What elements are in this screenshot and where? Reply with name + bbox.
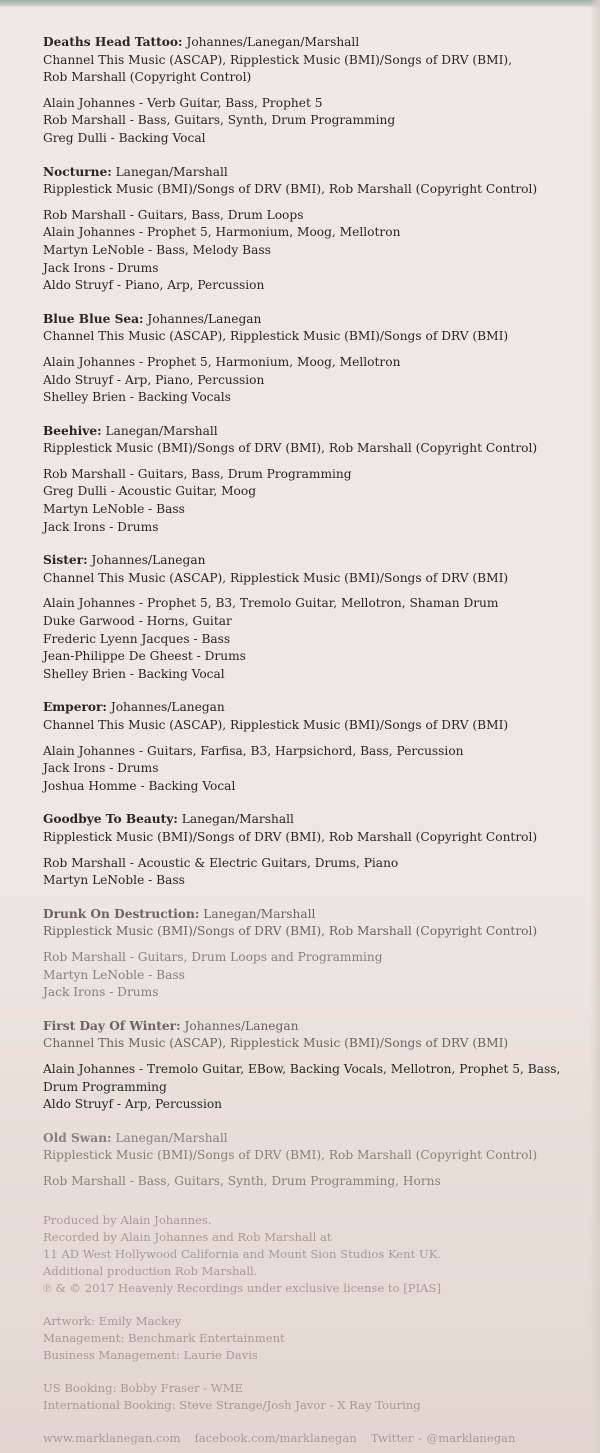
track-writers: Lanegan/Marshall bbox=[181, 812, 294, 827]
track-credit bbox=[43, 811, 583, 889]
track-credit bbox=[43, 1130, 583, 1191]
track-credit bbox=[43, 311, 583, 407]
musician-credit: Alain Johannes - Tremolo Guitar, EBow, Backing Vocals, Mellotron, Prophet 5, Bass, Drum Programming bbox=[43, 1061, 561, 1094]
musician-credit: Jean-Philippe De Gheest - Drums bbox=[43, 649, 246, 664]
track-title: Goodbye To Beauty: bbox=[43, 812, 178, 827]
track-title: Drunk On Destruction: bbox=[43, 906, 200, 921]
musician-credit: Joshua Homme - Backing Vocal bbox=[43, 778, 236, 793]
musician-credit: Alain Johannes - Prophet 5, B3, Tremolo Guitar, Mellotron, Shaman Drum bbox=[43, 596, 499, 611]
track-writers: Johannes/Lanegan bbox=[184, 1018, 299, 1033]
publishing-line: Channel This Music (ASCAP), Ripplestick Music (BMI)/Songs of DRV (BMI) bbox=[43, 329, 509, 344]
track-writers: Johannes/Lanegan/Marshall bbox=[186, 35, 360, 49]
musician-credit: Greg Dulli - Backing Vocal bbox=[43, 130, 206, 145]
publishing-line: Ripplestick Music (BMI)/Songs of DRV (BMI), Rob Marshall (Copyright Control) bbox=[43, 1148, 538, 1163]
musician-credit: Rob Marshall - Guitars, Bass, Drum Loops bbox=[43, 207, 304, 222]
musician-credit: Shelley Brien - Backing Vocals bbox=[43, 390, 231, 405]
business-management-credit: Business Management: Laurie Davis bbox=[43, 1348, 258, 1363]
booking-credits bbox=[43, 1380, 583, 1414]
publishing-line: Ripplestick Music (BMI)/Songs of DRV (BMI), Rob Marshall (Copyright Control) bbox=[43, 924, 538, 939]
track-title: Sister: bbox=[43, 553, 88, 568]
track-credit bbox=[43, 906, 583, 1002]
publishing-line: Ripplestick Music (BMI)/Songs of DRV (BMI), Rob Marshall (Copyright Control) bbox=[43, 829, 538, 844]
publishing-line: Rob Marshall (Copyright Control) bbox=[43, 70, 252, 85]
web-links bbox=[43, 1430, 583, 1447]
musician-credit: Jack Irons - Drums bbox=[43, 985, 159, 1000]
track-credit bbox=[43, 699, 583, 795]
musician-credit: Martyn LeNoble - Bass bbox=[43, 873, 185, 888]
track-writers: Johannes/Lanegan bbox=[91, 553, 206, 568]
publishing-line: Ripplestick Music (BMI)/Songs of DRV (BMI), Rob Marshall (Copyright Control) bbox=[43, 441, 538, 456]
track-title: First Day Of Winter: bbox=[43, 1018, 181, 1033]
international-booking: International Booking: Steve Strange/Josh Javor - X Ray Touring bbox=[43, 1398, 421, 1413]
paper-top-edge bbox=[0, 0, 600, 8]
track-title: Nocturne: bbox=[43, 164, 112, 179]
production-line: Recorded by Alain Johannes and Rob Marshall at bbox=[43, 1230, 332, 1245]
track-writers: Lanegan/Marshall bbox=[115, 1130, 228, 1145]
facebook-link: facebook.com/marklanegan bbox=[194, 1431, 357, 1446]
musician-credit: Jack Irons - Drums bbox=[43, 260, 159, 275]
musician-credit: Jack Irons - Drums bbox=[43, 519, 159, 534]
musician-credit: Alain Johannes - Prophet 5, Harmonium, Moog, Mellotron bbox=[43, 354, 401, 369]
musician-credit: Martyn LeNoble - Bass bbox=[43, 502, 185, 517]
publishing-line: Channel This Music (ASCAP), Ripplestick Music (BMI)/Songs of DRV (BMI) bbox=[43, 718, 509, 732]
management-credit: Management: Benchmark Entertainment bbox=[43, 1331, 285, 1346]
track-title: Emperor: bbox=[43, 700, 107, 715]
production-line: 11 AD West Hollywood California and Mount Sion Studios Kent UK. bbox=[43, 1247, 442, 1262]
musician-credit: Rob Marshall - Guitars, Drum Loops and Programming bbox=[43, 949, 383, 964]
track-writers: Lanegan/Marshall bbox=[203, 906, 316, 921]
publishing-line: Channel This Music (ASCAP), Ripplestick Music (BMI)/Songs of DRV (BMI) bbox=[43, 1036, 509, 1051]
copyright-line: ℗ & © 2017 Heavenly Recordings under exclusive license to [PIAS] bbox=[43, 1281, 441, 1296]
track-credit bbox=[43, 423, 583, 537]
musician-credit: Shelley Brien - Backing Vocal bbox=[43, 666, 225, 681]
track-credit bbox=[43, 1018, 583, 1114]
musician-credit: Rob Marshall - Bass, Guitars, Synth, Drum Programming bbox=[43, 113, 396, 128]
website-link: www.marklanegan.com bbox=[43, 1431, 181, 1446]
artwork-management-credits bbox=[43, 1313, 583, 1364]
track-title: Deaths Head Tattoo: bbox=[43, 35, 183, 49]
musician-credit: Frederic Lyenn Jacques - Bass bbox=[43, 631, 231, 646]
publishing-line: Channel This Music (ASCAP), Ripplestick Music (BMI)/Songs of DRV (BMI), bbox=[43, 52, 513, 67]
publishing-line: Ripplestick Music (BMI)/Songs of DRV (BMI), Rob Marshall (Copyright Control) bbox=[43, 182, 538, 197]
musician-credit: Rob Marshall - Acoustic & Electric Guitars, Drums, Piano bbox=[43, 855, 399, 870]
track-title: Blue Blue Sea: bbox=[43, 311, 144, 326]
track-credit bbox=[43, 164, 583, 295]
musician-credit: Duke Garwood - Horns, Guitar bbox=[43, 614, 232, 629]
production-line: Additional production Rob Marshall. bbox=[43, 1264, 258, 1279]
publishing-line: Channel This Music (ASCAP), Ripplestick Music (BMI)/Songs of DRV (BMI) bbox=[43, 570, 509, 585]
musician-credit: Aldo Struyf - Piano, Arp, Percussion bbox=[43, 278, 265, 293]
musician-credit: Alain Johannes - Verb Guitar, Bass, Prophet 5 bbox=[43, 95, 323, 110]
production-credits bbox=[43, 1212, 583, 1297]
track-writers: Lanegan/Marshall bbox=[105, 423, 218, 438]
musician-credit: Aldo Struyf - Arp, Percussion bbox=[43, 1097, 223, 1112]
musician-credit: Aldo Struyf - Arp, Piano, Percussion bbox=[43, 372, 265, 387]
track-title: Beehive: bbox=[43, 423, 102, 438]
musician-credit: Rob Marshall - Bass, Guitars, Synth, Drum Programming, Horns bbox=[43, 1173, 441, 1188]
us-booking: US Booking: Bobby Fraser - WME bbox=[43, 1381, 244, 1396]
musician-credit: Jack Irons - Drums bbox=[43, 761, 159, 776]
production-line: Produced by Alain Johannes. bbox=[43, 1213, 212, 1228]
footer-credits bbox=[43, 1212, 583, 1447]
musician-credit: Alain Johannes - Prophet 5, Harmonium, Moog, Mellotron bbox=[43, 225, 401, 240]
track-writers: Lanegan/Marshall bbox=[115, 164, 228, 179]
musician-credit: Greg Dulli - Acoustic Guitar, Moog bbox=[43, 484, 257, 499]
track-title: Old Swan: bbox=[43, 1130, 112, 1145]
artwork-credit: Artwork: Emily Mackey bbox=[43, 1314, 182, 1329]
track-writers: Johannes/Lanegan bbox=[147, 311, 262, 326]
track-credit bbox=[43, 34, 583, 148]
musician-credit: Rob Marshall - Guitars, Bass, Drum Programming bbox=[43, 466, 352, 481]
musician-credit: Alain Johannes - Guitars, Farfisa, B3, Harpsichord, Bass, Percussion bbox=[43, 743, 464, 758]
twitter-link: Twitter - @marklanegan bbox=[370, 1431, 516, 1446]
credits-content bbox=[43, 34, 583, 1447]
musician-credit: Martyn LeNoble - Bass bbox=[43, 967, 185, 982]
paper-right-edge bbox=[590, 0, 600, 1453]
track-writers: Johannes/Lanegan bbox=[110, 700, 225, 715]
musician-credit: Martyn LeNoble - Bass, Melody Bass bbox=[43, 242, 271, 257]
track-credit bbox=[43, 552, 583, 683]
